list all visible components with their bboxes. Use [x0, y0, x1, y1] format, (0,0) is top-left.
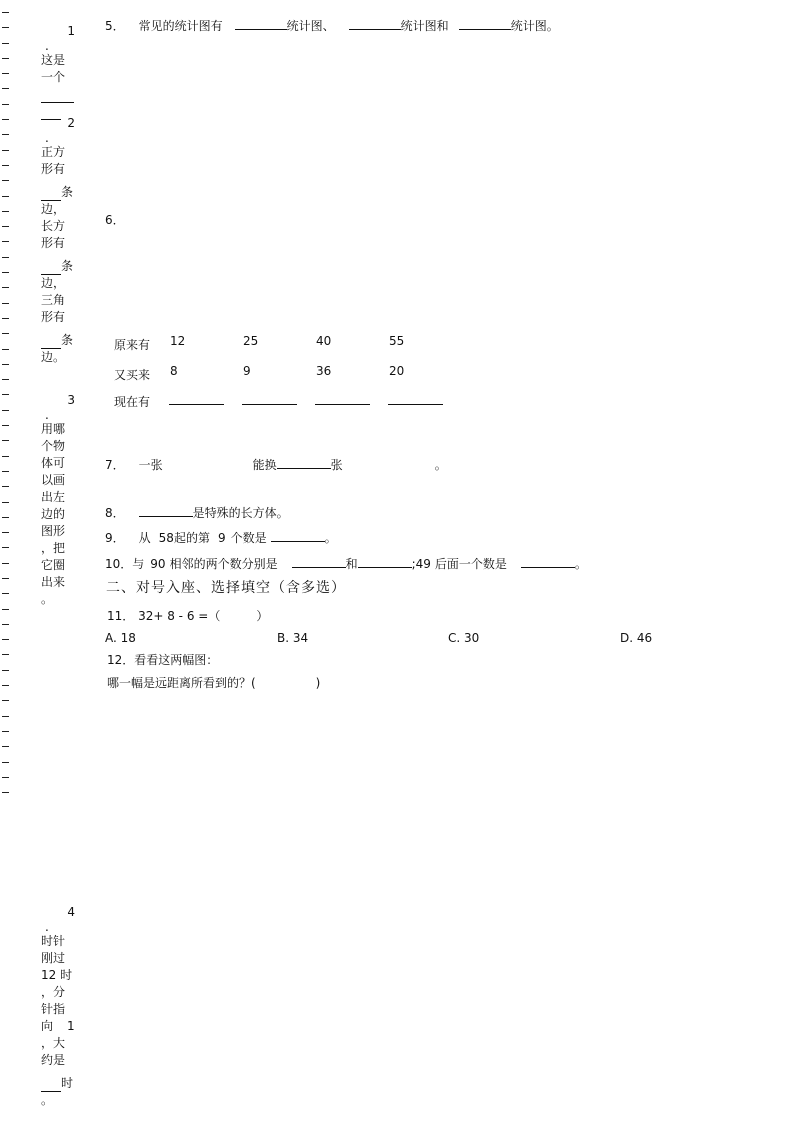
question-9-text: 。 — [324, 531, 337, 545]
table-cell-bought: 36 — [316, 364, 332, 378]
margin-dash — [2, 624, 9, 625]
question-3-line: 体可 — [41, 456, 66, 470]
question-1-line-1: 这是 — [41, 53, 66, 67]
question-2-dot: . — [45, 131, 49, 145]
margin-dash — [2, 425, 9, 426]
question-1-line-2: 一个 — [41, 70, 66, 84]
answer-blank[interactable] — [41, 1077, 61, 1092]
question-7-text: 能换 — [252, 458, 277, 472]
question-4-line: ，大 — [41, 1036, 66, 1050]
question-4-line: 时针 — [41, 934, 66, 948]
question-9-number-value: 58 — [158, 531, 174, 545]
answer-blank[interactable] — [41, 186, 61, 201]
margin-dash — [2, 670, 9, 671]
table-cell-bought: 8 — [170, 364, 178, 378]
question-9-number: 9． — [105, 531, 125, 545]
question-5-text: 统计图。 — [510, 19, 559, 33]
margin-dash — [2, 12, 9, 13]
margin-dash — [2, 43, 9, 44]
question-8-text: 是特殊的长方体。 — [192, 506, 289, 520]
question-3-line: 。 — [41, 592, 54, 606]
question-2-line: 形有 — [41, 310, 66, 324]
margin-dash — [2, 257, 9, 258]
question-1 — [41, 23, 77, 120]
table-cell-original: 25 — [243, 334, 259, 348]
margin-dash — [2, 104, 9, 105]
section-2-title: 二、对号入座、选择填空（含多选） — [106, 580, 346, 596]
question-3-line: 它圈 — [41, 558, 66, 572]
table-cell-original: 55 — [389, 334, 405, 348]
question-10 — [105, 555, 587, 571]
margin-dash — [2, 563, 9, 564]
question-5-number: 5． — [105, 19, 125, 33]
margin-dash — [2, 440, 9, 441]
answer-blank[interactable] — [41, 334, 61, 349]
question-10-text: ;49 — [411, 557, 431, 571]
option-c[interactable]: C. 30 — [448, 631, 480, 645]
question-7-text: 一张 — [138, 458, 163, 472]
margin-dash — [2, 593, 9, 594]
margin-dash — [2, 502, 9, 503]
answer-blank[interactable] — [139, 504, 193, 517]
question-1-dot: . — [45, 39, 49, 53]
question-12-question: 哪一幅是远距离所看到的？( ) — [107, 676, 321, 690]
question-2-line: 边。 — [41, 350, 66, 364]
margin-dash — [2, 639, 9, 640]
question-3-line: 出左 — [41, 490, 66, 504]
margin-dash — [2, 58, 9, 59]
question-7-text: 。 — [434, 458, 447, 472]
question-7-text: 张 — [330, 458, 343, 472]
answer-blank[interactable] — [521, 555, 575, 568]
question-8-number: 8． — [105, 506, 125, 520]
margin-dash — [2, 609, 9, 610]
question-10-text: 。 — [574, 557, 587, 571]
question-4-line: 针指 — [41, 1002, 66, 1016]
question-6-number: 6． — [105, 213, 125, 227]
margin-dash — [2, 517, 9, 518]
margin-dash — [2, 685, 9, 686]
margin-dash — [2, 226, 9, 227]
question-3-line: 个物 — [41, 439, 66, 453]
margin-dash — [2, 547, 9, 548]
answer-blank[interactable] — [41, 260, 61, 275]
option-d[interactable]: D. 46 — [620, 631, 653, 645]
question-10-text: 和 — [345, 557, 358, 571]
question-10-number: 10．与 — [105, 557, 145, 571]
question-9-text: 个数是 — [230, 531, 267, 545]
question-2-line: 边， — [41, 276, 66, 290]
question-2 — [41, 115, 77, 366]
question-9-text: 起的第 — [173, 531, 210, 545]
margin-dash — [2, 349, 9, 350]
question-3-number: 3 — [67, 393, 75, 407]
question-4-line: 。 — [41, 1093, 54, 1107]
margin-dash — [2, 73, 9, 74]
binding-margin-dashes — [2, 12, 10, 807]
question-2-line: 正方 — [41, 145, 66, 159]
table-cell-original: 12 — [170, 334, 186, 348]
question-2-unit: 条 — [61, 185, 74, 199]
margin-dash — [2, 532, 9, 533]
question-2-line: 形有 — [41, 236, 66, 250]
question-2-line: 形有 — [41, 162, 66, 176]
answer-blank[interactable] — [277, 456, 331, 469]
question-9-text: 从 — [138, 531, 151, 545]
question-5-text: 统计图、 — [286, 19, 335, 33]
question-3-line: 以画 — [41, 473, 66, 487]
margin-dash — [2, 333, 9, 334]
margin-dash — [2, 150, 9, 151]
question-2-unit: 条 — [61, 333, 74, 347]
question-4-answer: 时 — [41, 1075, 77, 1092]
margin-dash — [2, 27, 9, 28]
margin-dash — [2, 241, 9, 242]
answer-blank[interactable] — [271, 529, 325, 542]
question-3-dot: . — [45, 408, 49, 422]
margin-dash — [2, 654, 9, 655]
margin-dash — [2, 303, 9, 304]
answer-blank[interactable] — [349, 17, 401, 30]
question-10-number-value: 90 — [150, 557, 166, 571]
question-7-number: 7． — [105, 458, 125, 472]
question-4-line: 约是 — [41, 1053, 66, 1067]
answer-blank[interactable] — [358, 555, 412, 568]
question-4 — [41, 904, 77, 1109]
margin-dash — [2, 777, 9, 778]
margin-dash — [2, 165, 9, 166]
table-cell-bought: 9 — [243, 364, 251, 378]
question-3-line: 图形 — [41, 524, 66, 538]
question-2-square-sides — [41, 184, 77, 201]
question-10-text: 相邻的两个数分别是 — [169, 557, 278, 571]
question-2-line: 长方 — [41, 219, 66, 233]
table-row-label: 原来有 — [114, 338, 151, 352]
question-5 — [105, 17, 559, 33]
question-5-text: 常见的统计图有 — [138, 19, 223, 33]
table-cell-original: 40 — [316, 334, 332, 348]
margin-dash — [2, 486, 9, 487]
margin-dash — [2, 88, 9, 89]
question-3-line: 边的 — [41, 507, 66, 521]
question-9 — [105, 529, 337, 545]
margin-dash — [2, 364, 9, 365]
answer-blank[interactable] — [242, 404, 297, 405]
table-row-label: 又买来 — [114, 368, 151, 382]
answer-blank[interactable] — [169, 404, 224, 405]
answer-blank[interactable] — [315, 404, 370, 405]
question-4-line: 12 时 — [41, 968, 73, 982]
margin-dash — [2, 287, 9, 288]
margin-dash — [2, 762, 9, 763]
question-3-line: 出来 — [41, 575, 66, 589]
question-12-stem: 12．看看这两幅图： — [107, 653, 219, 667]
question-1-blank-1[interactable] — [41, 86, 77, 103]
margin-dash — [2, 379, 9, 380]
answer-blank[interactable] — [235, 17, 287, 30]
question-4-line: 刚过 — [41, 951, 66, 965]
question-9-number-value: 9 — [217, 531, 226, 545]
margin-dash — [2, 456, 9, 457]
table-cell-bought: 20 — [389, 364, 405, 378]
margin-dash — [2, 746, 9, 747]
margin-dash — [2, 731, 9, 732]
question-4-dot: . — [45, 920, 49, 934]
question-2-unit: 条 — [61, 259, 74, 273]
margin-dash — [2, 716, 9, 717]
margin-dash — [2, 180, 9, 181]
question-4-line: 向 1 — [41, 1019, 75, 1033]
question-2-line: 三角 — [41, 293, 66, 307]
question-2-number: 2 — [67, 116, 75, 130]
question-3-line: ，把 — [41, 541, 66, 555]
margin-dash — [2, 578, 9, 579]
answer-blank[interactable] — [459, 17, 511, 30]
margin-dash — [2, 272, 9, 273]
margin-dash — [2, 134, 9, 135]
question-5-text: 统计图和 — [400, 19, 449, 33]
question-2-rect-sides — [41, 258, 77, 275]
margin-dash — [2, 318, 9, 319]
table-row-label: 现在有 — [114, 395, 151, 409]
question-2-triangle-sides — [41, 332, 77, 349]
margin-dash — [2, 196, 9, 197]
margin-dash — [2, 471, 9, 472]
option-a[interactable]: A. 18 — [105, 631, 136, 645]
question-1-number: 1 — [67, 24, 75, 38]
option-b[interactable]: B. 34 — [277, 631, 309, 645]
answer-blank[interactable] — [292, 555, 346, 568]
answer-blank[interactable] — [388, 404, 443, 405]
question-8 — [105, 504, 289, 520]
question-2-line: 边， — [41, 202, 66, 216]
question-11-stem: 11． 32+ 8 - 6 =（ ） — [107, 609, 269, 623]
margin-dash — [2, 410, 9, 411]
margin-dash — [2, 119, 9, 120]
question-10-text: 后面一个数是 — [434, 557, 507, 571]
question-4-number: 4 — [67, 905, 75, 919]
margin-dash — [2, 700, 9, 701]
margin-dash — [2, 792, 9, 793]
margin-dash — [2, 394, 9, 395]
margin-dash — [2, 211, 9, 212]
question-3 — [41, 392, 77, 608]
question-3-line: 用哪 — [41, 422, 66, 436]
question-4-line: ，分 — [41, 985, 66, 999]
question-7 — [105, 456, 447, 472]
